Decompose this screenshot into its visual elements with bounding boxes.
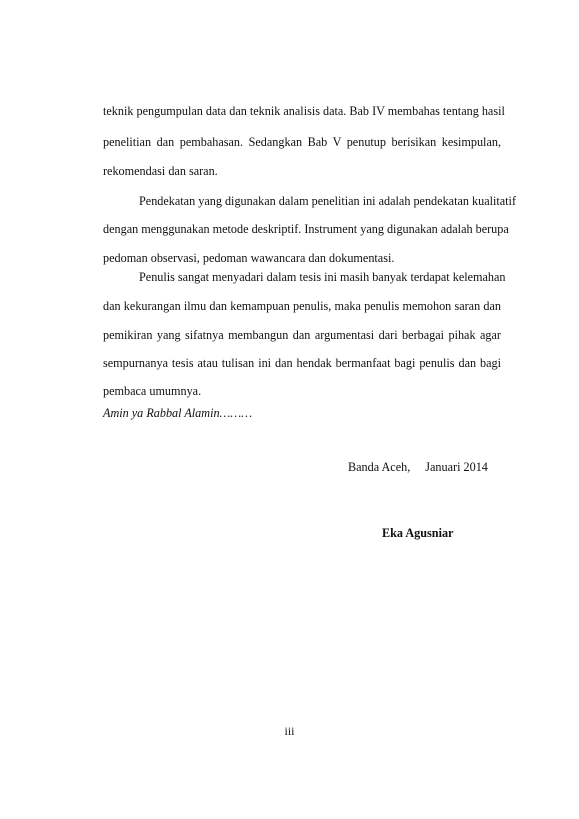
- body-line: Penulis sangat menyadari dalam tesis ini masih banyak terdapat kelemahan: [139, 270, 506, 284]
- page-number: iii: [284, 724, 295, 738]
- body-line: teknik pengumpulan data dan teknik analisis data. Bab IV membahas tentang hasil: [103, 104, 505, 118]
- signer-name: Eka Agusniar: [382, 526, 454, 540]
- body-line: rekomendasi dan saran.: [103, 164, 218, 178]
- signature-date: Januari 2014: [425, 460, 488, 474]
- body-line: dan kekurangan ilmu dan kemampuan penulis, maka penulis memohon saran dan: [103, 299, 501, 313]
- body-line: pemikiran yang sifatnya membangun dan argumentasi dari berbagai pihak agar: [103, 328, 501, 342]
- body-line: penelitian dan pembahasan. Sedangkan Bab V penutup berisikan kesimpulan,: [103, 135, 501, 149]
- place-date: [348, 459, 488, 475]
- body-line: sempurnanya tesis atau tulisan ini dan hendak bermanfaat bagi penulis dan bagi: [103, 356, 501, 370]
- body-line: pedoman observasi, pedoman wawancara dan dokumentasi.: [103, 251, 395, 265]
- closing-line: Amin ya Rabbal Alamin………: [103, 406, 253, 420]
- body-line: dengan menggunakan metode deskriptif. Instrument yang digunakan adalah berupa: [103, 222, 509, 236]
- body-line: Pendekatan yang digunakan dalam penelitian ini adalah pendekatan kualitatif: [139, 194, 516, 208]
- signature-place: Banda Aceh,: [348, 460, 411, 474]
- body-line: pembaca umumnya.: [103, 384, 202, 398]
